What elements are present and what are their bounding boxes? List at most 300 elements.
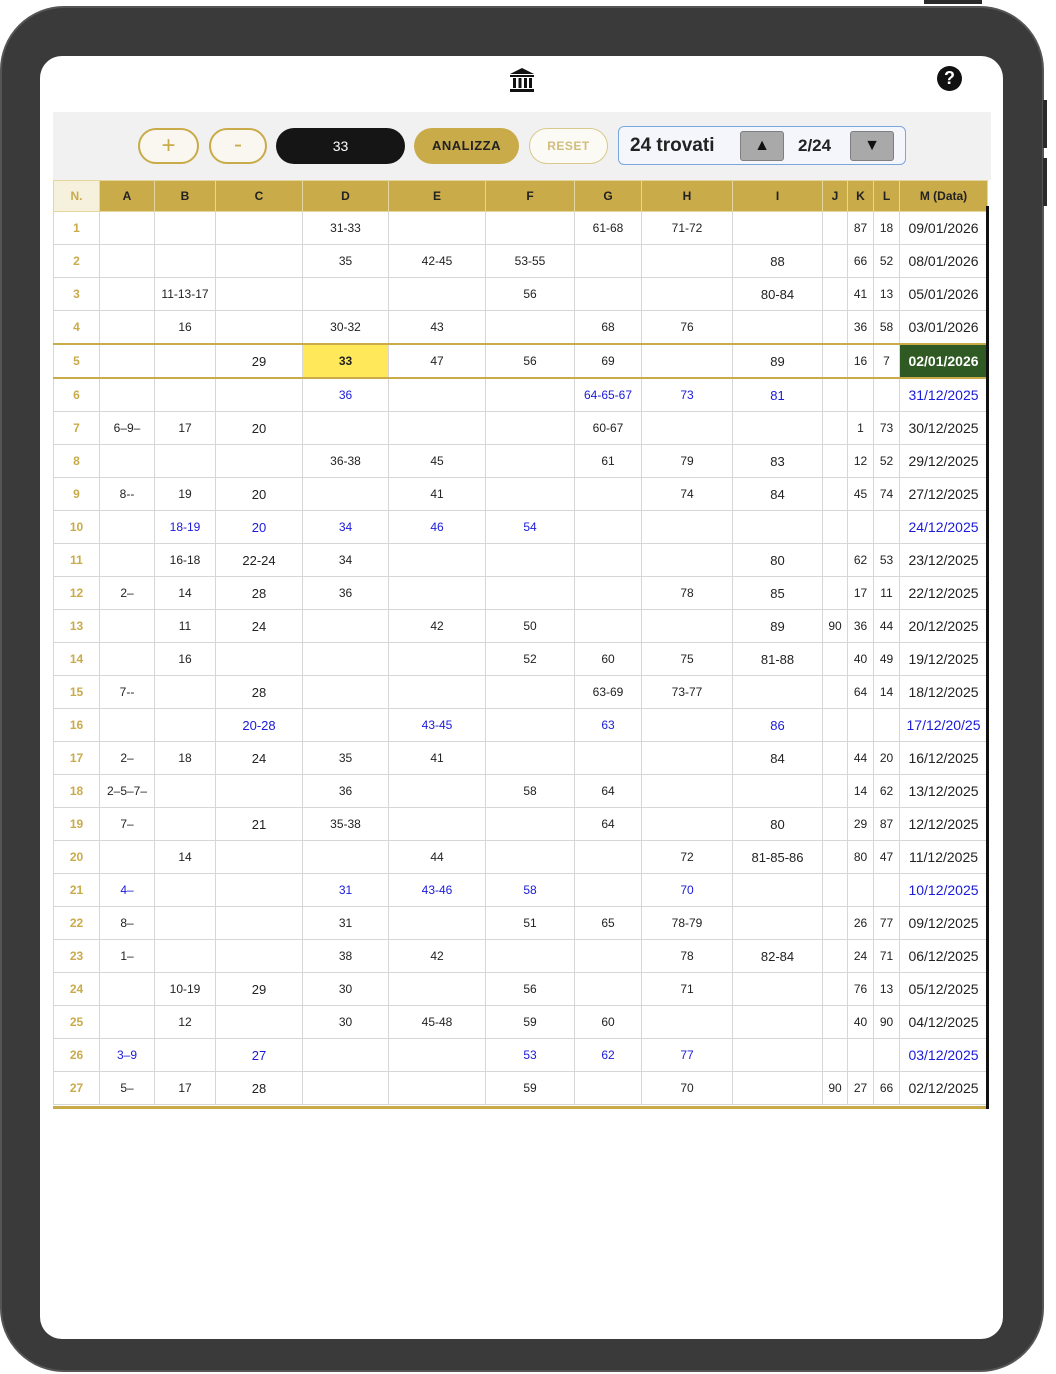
date-cell[interactable]: 10/12/2025 <box>900 874 988 907</box>
table-row[interactable] <box>54 907 988 940</box>
table-cell[interactable]: 63 <box>575 709 642 742</box>
table-cell[interactable]: 24 <box>216 610 303 643</box>
table-cell[interactable] <box>100 245 155 278</box>
table-cell[interactable] <box>100 841 155 874</box>
table-cell[interactable] <box>486 412 575 445</box>
table-cell[interactable]: 89 <box>733 344 823 378</box>
table-cell[interactable] <box>823 212 848 245</box>
date-cell[interactable]: 05/12/2025 <box>900 973 988 1006</box>
table-cell[interactable] <box>823 808 848 841</box>
table-cell[interactable] <box>486 445 575 478</box>
table-row[interactable] <box>54 775 988 808</box>
table-cell[interactable]: 87 <box>848 212 874 245</box>
table-cell[interactable]: 10-19 <box>155 973 216 1006</box>
table-cell[interactable] <box>155 808 216 841</box>
table-cell[interactable] <box>303 478 389 511</box>
date-cell[interactable]: 03/01/2026 <box>900 311 988 345</box>
table-cell[interactable]: 35-38 <box>303 808 389 841</box>
date-cell[interactable]: 20/12/2025 <box>900 610 988 643</box>
table-cell[interactable] <box>389 643 486 676</box>
date-cell[interactable]: 04/12/2025 <box>900 1006 988 1039</box>
table-cell[interactable]: 31 <box>303 907 389 940</box>
table-row[interactable] <box>54 344 988 378</box>
table-cell[interactable] <box>823 344 848 378</box>
table-cell[interactable] <box>874 378 900 412</box>
table-cell[interactable]: 86 <box>733 709 823 742</box>
date-cell[interactable]: 23/12/2025 <box>900 544 988 577</box>
table-cell[interactable] <box>874 511 900 544</box>
table-cell[interactable]: 7-- <box>100 676 155 709</box>
bank-icon[interactable] <box>508 66 536 94</box>
table-cell[interactable] <box>575 874 642 907</box>
table-cell[interactable]: 78-79 <box>642 907 733 940</box>
table-cell[interactable] <box>303 412 389 445</box>
table-cell[interactable]: 34 <box>303 544 389 577</box>
table-cell[interactable]: 56 <box>486 344 575 378</box>
date-cell[interactable]: 13/12/2025 <box>900 775 988 808</box>
table-cell[interactable] <box>389 577 486 610</box>
table-cell[interactable]: 40 <box>848 643 874 676</box>
table-cell[interactable]: 17 <box>848 577 874 610</box>
remove-button[interactable]: - <box>209 128 267 164</box>
table-cell[interactable] <box>848 511 874 544</box>
table-cell[interactable]: 60 <box>575 643 642 676</box>
table-cell[interactable] <box>575 478 642 511</box>
table-cell[interactable]: 18-19 <box>155 511 216 544</box>
date-cell[interactable]: 12/12/2025 <box>900 808 988 841</box>
table-cell[interactable] <box>389 412 486 445</box>
table-cell[interactable] <box>216 1006 303 1039</box>
table-cell[interactable]: 29 <box>216 973 303 1006</box>
table-cell[interactable]: 29 <box>848 808 874 841</box>
table-cell[interactable]: 61-68 <box>575 212 642 245</box>
table-cell[interactable] <box>575 610 642 643</box>
table-row[interactable] <box>54 577 988 610</box>
table-cell[interactable] <box>100 212 155 245</box>
table-cell[interactable] <box>642 544 733 577</box>
table-row[interactable] <box>54 1039 988 1072</box>
date-cell[interactable]: 02/12/2025 <box>900 1072 988 1105</box>
table-cell[interactable]: 71 <box>874 940 900 973</box>
table-cell[interactable]: 31 <box>303 874 389 907</box>
table-cell[interactable]: 74 <box>642 478 733 511</box>
table-cell[interactable] <box>874 874 900 907</box>
date-cell[interactable]: 27/12/2025 <box>900 478 988 511</box>
table-cell[interactable] <box>823 311 848 345</box>
table-cell[interactable] <box>155 874 216 907</box>
table-row[interactable] <box>54 212 988 245</box>
table-cell[interactable]: 43-45 <box>389 709 486 742</box>
previous-result-button[interactable]: ▲ <box>740 131 784 161</box>
table-cell[interactable] <box>389 676 486 709</box>
table-cell[interactable] <box>733 1039 823 1072</box>
help-icon[interactable]: ? <box>937 66 962 91</box>
table-cell[interactable] <box>216 311 303 345</box>
table-cell[interactable]: 90 <box>823 610 848 643</box>
table-cell[interactable]: 14 <box>155 577 216 610</box>
table-cell[interactable] <box>848 1039 874 1072</box>
table-cell[interactable]: 24 <box>216 742 303 775</box>
table-cell[interactable]: 17 <box>155 412 216 445</box>
table-cell[interactable]: 64 <box>848 676 874 709</box>
highlighted-date-cell[interactable]: 02/01/2026 <box>900 344 988 378</box>
table-cell[interactable] <box>823 1039 848 1072</box>
date-cell[interactable]: 29/12/2025 <box>900 445 988 478</box>
table-cell[interactable] <box>100 973 155 1006</box>
next-result-button[interactable]: ▼ <box>850 131 894 161</box>
table-cell[interactable] <box>733 311 823 345</box>
table-cell[interactable] <box>848 378 874 412</box>
table-cell[interactable] <box>100 610 155 643</box>
table-cell[interactable] <box>389 775 486 808</box>
table-cell[interactable] <box>155 907 216 940</box>
table-cell[interactable]: 28 <box>216 676 303 709</box>
table-cell[interactable]: 76 <box>848 973 874 1006</box>
table-cell[interactable]: 72 <box>642 841 733 874</box>
table-cell[interactable] <box>303 1072 389 1105</box>
table-cell[interactable] <box>733 511 823 544</box>
table-cell[interactable] <box>389 1039 486 1072</box>
table-cell[interactable] <box>823 643 848 676</box>
table-cell[interactable]: 44 <box>389 841 486 874</box>
table-row[interactable] <box>54 278 988 311</box>
table-cell[interactable]: 50 <box>486 610 575 643</box>
table-cell[interactable]: 71-72 <box>642 212 733 245</box>
table-cell[interactable] <box>303 841 389 874</box>
table-cell[interactable] <box>874 1039 900 1072</box>
date-cell[interactable]: 24/12/2025 <box>900 511 988 544</box>
table-cell[interactable]: 8-- <box>100 478 155 511</box>
table-cell[interactable] <box>100 709 155 742</box>
table-cell[interactable] <box>100 1006 155 1039</box>
table-cell[interactable]: 78 <box>642 577 733 610</box>
reset-button[interactable]: RESET <box>529 128 608 164</box>
table-cell[interactable] <box>848 874 874 907</box>
table-cell[interactable] <box>486 940 575 973</box>
table-cell[interactable]: 30 <box>303 1006 389 1039</box>
table-cell[interactable] <box>486 709 575 742</box>
table-cell[interactable]: 80 <box>733 808 823 841</box>
table-cell[interactable] <box>100 544 155 577</box>
highlighted-cell[interactable]: 33 <box>303 344 389 378</box>
table-cell[interactable]: 52 <box>486 643 575 676</box>
table-row[interactable] <box>54 841 988 874</box>
table-cell[interactable] <box>823 940 848 973</box>
table-cell[interactable]: 22-24 <box>216 544 303 577</box>
table-cell[interactable]: 53 <box>486 1039 575 1072</box>
date-cell[interactable]: 30/12/2025 <box>900 412 988 445</box>
table-cell[interactable]: 42-45 <box>389 245 486 278</box>
table-cell[interactable]: 53 <box>874 544 900 577</box>
table-cell[interactable] <box>823 709 848 742</box>
table-cell[interactable]: 73 <box>874 412 900 445</box>
table-cell[interactable]: 16 <box>848 344 874 378</box>
table-cell[interactable]: 62 <box>575 1039 642 1072</box>
table-row[interactable] <box>54 874 988 907</box>
results-table-container[interactable] <box>53 180 988 1109</box>
table-cell[interactable]: 45 <box>389 445 486 478</box>
table-cell[interactable]: 40 <box>848 1006 874 1039</box>
table-cell[interactable] <box>642 1006 733 1039</box>
table-cell[interactable]: 58 <box>486 874 575 907</box>
table-cell[interactable]: 20 <box>874 742 900 775</box>
table-cell[interactable] <box>823 412 848 445</box>
table-cell[interactable] <box>303 610 389 643</box>
table-cell[interactable]: 51 <box>486 907 575 940</box>
table-cell[interactable] <box>155 1039 216 1072</box>
table-cell[interactable] <box>100 378 155 412</box>
add-button[interactable]: + <box>138 128 199 164</box>
table-cell[interactable] <box>155 940 216 973</box>
table-cell[interactable] <box>575 973 642 1006</box>
table-cell[interactable]: 42 <box>389 940 486 973</box>
table-cell[interactable] <box>486 577 575 610</box>
table-cell[interactable] <box>575 577 642 610</box>
table-cell[interactable]: 45-48 <box>389 1006 486 1039</box>
table-cell[interactable]: 81-88 <box>733 643 823 676</box>
table-cell[interactable]: 84 <box>733 742 823 775</box>
table-cell[interactable] <box>575 544 642 577</box>
table-cell[interactable]: 90 <box>874 1006 900 1039</box>
table-cell[interactable]: 7– <box>100 808 155 841</box>
table-cell[interactable] <box>486 212 575 245</box>
table-cell[interactable]: 2–5–7– <box>100 775 155 808</box>
table-row[interactable] <box>54 973 988 1006</box>
date-cell[interactable]: 08/01/2026 <box>900 245 988 278</box>
table-cell[interactable] <box>575 940 642 973</box>
table-cell[interactable] <box>155 676 216 709</box>
table-row[interactable] <box>54 478 988 511</box>
table-cell[interactable]: 14 <box>874 676 900 709</box>
table-row[interactable] <box>54 311 988 345</box>
table-cell[interactable]: 56 <box>486 278 575 311</box>
table-cell[interactable] <box>100 511 155 544</box>
table-cell[interactable] <box>642 808 733 841</box>
table-cell[interactable]: 28 <box>216 1072 303 1105</box>
table-cell[interactable]: 73 <box>642 378 733 412</box>
table-cell[interactable]: 27 <box>848 1072 874 1105</box>
table-cell[interactable] <box>733 775 823 808</box>
table-row[interactable] <box>54 1072 988 1105</box>
table-cell[interactable]: 43-46 <box>389 874 486 907</box>
table-cell[interactable] <box>823 874 848 907</box>
table-cell[interactable]: 41 <box>848 278 874 311</box>
table-cell[interactable]: 35 <box>303 742 389 775</box>
table-cell[interactable] <box>389 808 486 841</box>
table-cell[interactable] <box>823 577 848 610</box>
table-cell[interactable]: 27 <box>216 1039 303 1072</box>
table-cell[interactable]: 80 <box>848 841 874 874</box>
table-cell[interactable]: 64 <box>575 775 642 808</box>
table-cell[interactable] <box>216 445 303 478</box>
table-cell[interactable] <box>823 742 848 775</box>
table-cell[interactable]: 19 <box>155 478 216 511</box>
table-cell[interactable]: 63-69 <box>575 676 642 709</box>
table-cell[interactable]: 71 <box>642 973 733 1006</box>
table-cell[interactable]: 69 <box>575 344 642 378</box>
table-row[interactable] <box>54 742 988 775</box>
table-row[interactable] <box>54 676 988 709</box>
table-cell[interactable]: 35 <box>303 245 389 278</box>
table-cell[interactable]: 13 <box>874 973 900 1006</box>
table-row[interactable] <box>54 643 988 676</box>
table-cell[interactable] <box>575 841 642 874</box>
table-cell[interactable] <box>100 643 155 676</box>
table-cell[interactable]: 44 <box>848 742 874 775</box>
table-cell[interactable] <box>733 874 823 907</box>
table-cell[interactable]: 1– <box>100 940 155 973</box>
table-cell[interactable]: 30-32 <box>303 311 389 345</box>
table-cell[interactable] <box>642 610 733 643</box>
table-cell[interactable]: 80-84 <box>733 278 823 311</box>
table-cell[interactable] <box>575 511 642 544</box>
table-row[interactable] <box>54 1006 988 1039</box>
table-cell[interactable] <box>100 344 155 378</box>
date-cell[interactable]: 03/12/2025 <box>900 1039 988 1072</box>
date-cell[interactable]: 09/01/2026 <box>900 212 988 245</box>
table-cell[interactable]: 36 <box>303 378 389 412</box>
table-cell[interactable] <box>823 445 848 478</box>
table-cell[interactable]: 66 <box>874 1072 900 1105</box>
table-cell[interactable] <box>216 378 303 412</box>
table-cell[interactable] <box>216 212 303 245</box>
table-cell[interactable]: 53-55 <box>486 245 575 278</box>
table-scrollbar[interactable] <box>986 206 989 1109</box>
table-cell[interactable] <box>823 278 848 311</box>
table-cell[interactable] <box>823 973 848 1006</box>
table-cell[interactable] <box>389 212 486 245</box>
table-row[interactable] <box>54 378 988 412</box>
date-cell[interactable]: 06/12/2025 <box>900 940 988 973</box>
table-cell[interactable] <box>733 907 823 940</box>
table-cell[interactable] <box>733 212 823 245</box>
table-cell[interactable]: 16 <box>155 643 216 676</box>
table-cell[interactable]: 36 <box>303 775 389 808</box>
table-cell[interactable] <box>216 775 303 808</box>
table-cell[interactable] <box>642 742 733 775</box>
table-cell[interactable]: 38 <box>303 940 389 973</box>
table-cell[interactable]: 61 <box>575 445 642 478</box>
table-cell[interactable] <box>303 278 389 311</box>
table-cell[interactable] <box>642 775 733 808</box>
table-cell[interactable] <box>874 709 900 742</box>
table-cell[interactable]: 90 <box>823 1072 848 1105</box>
table-row[interactable] <box>54 940 988 973</box>
table-cell[interactable] <box>733 1072 823 1105</box>
analizza-button[interactable]: ANALIZZA <box>414 128 519 164</box>
table-cell[interactable]: 88 <box>733 245 823 278</box>
table-cell[interactable]: 29 <box>216 344 303 378</box>
table-cell[interactable]: 31-33 <box>303 212 389 245</box>
table-cell[interactable] <box>303 676 389 709</box>
table-cell[interactable] <box>486 841 575 874</box>
table-cell[interactable]: 20 <box>216 511 303 544</box>
table-cell[interactable]: 78 <box>642 940 733 973</box>
table-cell[interactable]: 77 <box>642 1039 733 1072</box>
table-row[interactable] <box>54 511 988 544</box>
table-cell[interactable] <box>486 742 575 775</box>
table-cell[interactable]: 1 <box>848 412 874 445</box>
table-cell[interactable]: 28 <box>216 577 303 610</box>
table-cell[interactable]: 82-84 <box>733 940 823 973</box>
table-cell[interactable] <box>848 709 874 742</box>
date-cell[interactable]: 05/01/2026 <box>900 278 988 311</box>
table-cell[interactable]: 12 <box>848 445 874 478</box>
table-cell[interactable]: 18 <box>874 212 900 245</box>
date-cell[interactable]: 17/12/20/25 <box>900 709 988 742</box>
table-cell[interactable]: 45 <box>848 478 874 511</box>
table-cell[interactable]: 2– <box>100 577 155 610</box>
table-row[interactable] <box>54 808 988 841</box>
table-cell[interactable] <box>155 445 216 478</box>
table-cell[interactable] <box>100 445 155 478</box>
table-cell[interactable] <box>823 676 848 709</box>
table-cell[interactable]: 42 <box>389 610 486 643</box>
table-cell[interactable] <box>823 544 848 577</box>
table-cell[interactable]: 62 <box>874 775 900 808</box>
table-cell[interactable] <box>216 245 303 278</box>
table-cell[interactable] <box>486 676 575 709</box>
table-cell[interactable]: 80 <box>733 544 823 577</box>
table-cell[interactable]: 64-65-67 <box>575 378 642 412</box>
table-cell[interactable] <box>733 412 823 445</box>
table-cell[interactable] <box>642 344 733 378</box>
table-cell[interactable]: 11-13-17 <box>155 278 216 311</box>
table-cell[interactable]: 16 <box>155 311 216 345</box>
table-cell[interactable] <box>642 511 733 544</box>
table-cell[interactable]: 54 <box>486 511 575 544</box>
table-cell[interactable]: 36 <box>303 577 389 610</box>
table-cell[interactable]: 75 <box>642 643 733 676</box>
table-cell[interactable] <box>303 643 389 676</box>
table-cell[interactable] <box>823 907 848 940</box>
table-cell[interactable]: 26 <box>848 907 874 940</box>
table-cell[interactable] <box>733 676 823 709</box>
table-row[interactable] <box>54 412 988 445</box>
table-cell[interactable]: 44 <box>874 610 900 643</box>
table-cell[interactable]: 47 <box>389 344 486 378</box>
table-cell[interactable] <box>823 511 848 544</box>
table-cell[interactable] <box>155 344 216 378</box>
table-cell[interactable] <box>733 973 823 1006</box>
table-cell[interactable]: 66 <box>848 245 874 278</box>
table-cell[interactable]: 20-28 <box>216 709 303 742</box>
table-cell[interactable] <box>389 544 486 577</box>
table-cell[interactable] <box>823 841 848 874</box>
table-cell[interactable]: 7 <box>874 344 900 378</box>
table-cell[interactable] <box>575 278 642 311</box>
search-input[interactable]: 33 <box>276 128 405 164</box>
table-cell[interactable] <box>216 940 303 973</box>
table-cell[interactable]: 46 <box>389 511 486 544</box>
table-cell[interactable]: 77 <box>874 907 900 940</box>
date-cell[interactable]: 22/12/2025 <box>900 577 988 610</box>
table-cell[interactable]: 59 <box>486 1072 575 1105</box>
table-cell[interactable]: 87 <box>874 808 900 841</box>
table-cell[interactable]: 30 <box>303 973 389 1006</box>
table-cell[interactable] <box>486 311 575 345</box>
table-cell[interactable]: 49 <box>874 643 900 676</box>
table-cell[interactable] <box>216 278 303 311</box>
table-cell[interactable] <box>642 709 733 742</box>
table-cell[interactable]: 84 <box>733 478 823 511</box>
date-cell[interactable]: 18/12/2025 <box>900 676 988 709</box>
table-row[interactable] <box>54 610 988 643</box>
date-cell[interactable]: 19/12/2025 <box>900 643 988 676</box>
table-cell[interactable] <box>303 1039 389 1072</box>
table-row[interactable] <box>54 245 988 278</box>
table-cell[interactable] <box>155 709 216 742</box>
